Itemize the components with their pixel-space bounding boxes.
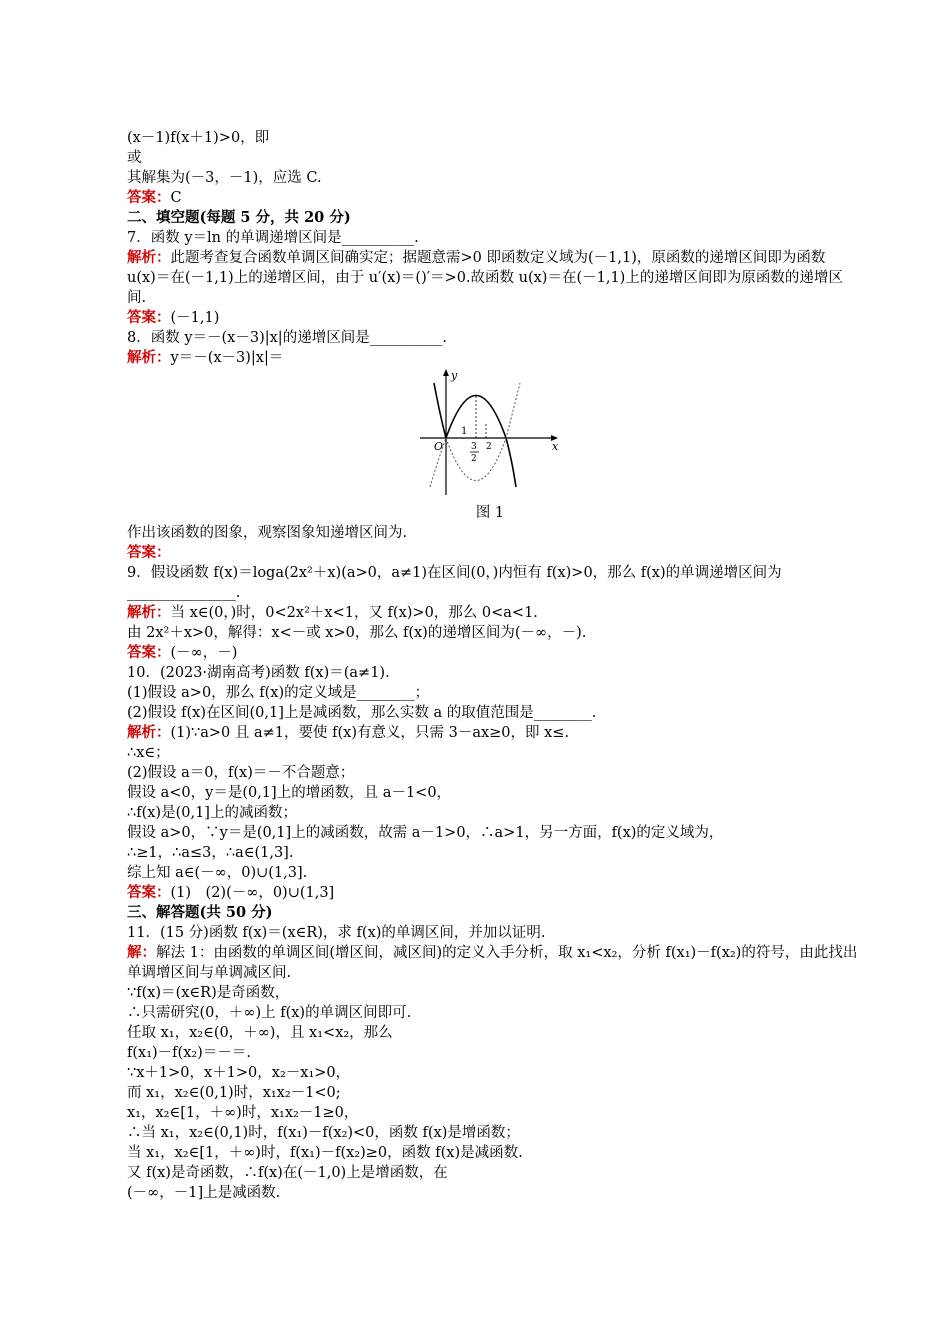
line-text: ∴x∈； bbox=[127, 745, 170, 761]
line-text: ∵x＋1>0，x＋1>0，x₂－x₁>0， bbox=[127, 1065, 351, 1081]
origin-label: O bbox=[434, 440, 444, 453]
text-line bbox=[127, 208, 858, 228]
line-text: (2)假设 f(x)在区间(0,1]上是减函数，那么实数 a 的取值范围是________. bbox=[127, 705, 597, 721]
text-line bbox=[127, 563, 858, 603]
line-text: 8．函数 y＝－(x－3)|x|的递增区间是__________. bbox=[127, 330, 447, 346]
y-axis-arrow-icon bbox=[443, 369, 449, 376]
answer-label: 解析： bbox=[127, 724, 171, 741]
function-graph bbox=[420, 365, 570, 500]
line-text: C bbox=[170, 190, 182, 206]
text-line bbox=[127, 683, 858, 703]
line-text: ∵f(x)＝(x∈R)是奇函数， bbox=[127, 985, 290, 1001]
text-line bbox=[127, 743, 858, 763]
line-text: (－∞，－) bbox=[170, 645, 238, 661]
answer-label: 答案： bbox=[127, 189, 171, 206]
three-label: 3 bbox=[471, 442, 477, 452]
text-line bbox=[127, 1143, 858, 1163]
text-line bbox=[127, 1043, 858, 1063]
y-label: y bbox=[451, 369, 458, 382]
text-line bbox=[127, 523, 858, 543]
text-line bbox=[127, 803, 858, 823]
text-line bbox=[127, 903, 858, 923]
line-text: 又 f(x)是奇函数，∴f(x)在(－1,0)上是增函数，在 bbox=[127, 1165, 448, 1181]
answer-label: 解析： bbox=[127, 604, 171, 621]
text-line bbox=[127, 923, 858, 943]
line-text: 当 x∈(0，)时，0<2x²＋x<1，又 f(x)>0，那么 0<a<1. bbox=[170, 605, 538, 621]
text-line bbox=[127, 1063, 858, 1083]
line-text: x₁，x₂∈[1，＋∞)时，x₁x₂－1≥0， bbox=[127, 1105, 359, 1121]
line-text: 三、解答题(共 50 分) bbox=[127, 904, 273, 921]
x-label: x bbox=[552, 440, 559, 453]
line-text: 综上知 a∈(－∞，0)∪(1,3]. bbox=[127, 865, 308, 881]
line-text: (1)∵a>0 且 a≠1，要使 f(x)有意义，只需 3－ax≥0，即 x≤. bbox=[170, 725, 570, 741]
text-line bbox=[127, 328, 858, 348]
line-text: y＝－(x－3)|x|＝ bbox=[170, 350, 284, 366]
text-line bbox=[127, 643, 858, 663]
text-line bbox=[127, 188, 858, 208]
line-text: 任取 x₁，x₂∈(0，＋∞)，且 x₁<x₂，那么 bbox=[127, 1025, 393, 1041]
text-line bbox=[127, 168, 858, 188]
line-text: 解法 1：由函数的单调区间(增区间，减区间)的定义入手分析，取 x₁<x₂，分析 f(x₁)－f(x₂)的符号，由此找出单调增区间与单调减区间. bbox=[127, 945, 858, 981]
line-text: f(x₁)－f(x₂)＝－＝. bbox=[127, 1045, 251, 1061]
line-text: ∴当 x₁，x₂∈(0,1)时，f(x₁)－f(x₂)<0，函数 f(x)是增函数； bbox=[127, 1125, 520, 1141]
line-text: 其解集为(－3，－1)，应选 C. bbox=[127, 170, 322, 186]
answer-label: 答案： bbox=[127, 644, 171, 661]
answer-label: 答案： bbox=[127, 544, 171, 561]
line-text: (2)假设 a＝0，f(x)＝－不合题意； bbox=[127, 765, 355, 781]
text-line bbox=[127, 148, 858, 168]
text-line bbox=[127, 308, 858, 328]
answer-label: 答案： bbox=[127, 309, 171, 326]
line-text: 由 2x²＋x>0，解得：x<－或 x>0，那么 f(x)的递增区间为(－∞，－). bbox=[127, 625, 587, 641]
text-line bbox=[127, 943, 858, 983]
text-line bbox=[127, 248, 858, 308]
line-text: 二、填空题(每题 5 分，共 20 分) bbox=[127, 209, 351, 226]
text-line bbox=[127, 1123, 858, 1143]
line-text: 作出该函数的图象，观察图象知递增区间为. bbox=[127, 525, 408, 541]
text-line bbox=[127, 1003, 858, 1023]
line-text: (1)假设 a>0，那么 f(x)的定义域是________； bbox=[127, 685, 430, 701]
line-text: (－∞，－1]上是减函数. bbox=[127, 1185, 281, 1201]
text-line bbox=[127, 703, 858, 723]
text-line bbox=[127, 1083, 858, 1103]
line-text: (x－1)f(x＋1)>0，即 bbox=[127, 130, 270, 146]
text-line bbox=[127, 763, 858, 783]
text-line bbox=[127, 663, 858, 683]
text-line bbox=[127, 228, 858, 248]
text-line bbox=[127, 783, 858, 803]
line-text: 9．假设函数 f(x)＝loga(2x²＋x)(a>0，a≠1)在区间(0，)内恒有 f(x)>0，那么 f(x)的单调递增区间为_______________. bbox=[127, 565, 782, 601]
text-line bbox=[127, 128, 858, 148]
line-text: 或 bbox=[127, 150, 142, 166]
line-text: 此题考查复合函数单调区间确实定；据题意需>0 即函数定义域为(－1,1)，原函数的递增区间即为函数 u(x)＝在(－1,1)上的递增区间，由于 u′(x)＝()′＝>0.故函数 u(x)＝在(－1,1)上的递增区间即为原函数的递增区间. bbox=[127, 250, 843, 306]
line-text: (1) (2)(－∞，0)∪(1,3] bbox=[170, 885, 335, 901]
line-text: 11．(15 分)函数 f(x)＝(x∈R)，求 f(x)的单调区间，并加以证明. bbox=[127, 925, 546, 941]
answer-label: 解析： bbox=[127, 349, 171, 366]
text-line bbox=[127, 843, 858, 863]
line-text: 7．函数 y＝ln 的单调递增区间是__________. bbox=[127, 230, 419, 246]
text-line bbox=[127, 623, 858, 643]
answer-label: 解： bbox=[127, 944, 156, 961]
half-den-label: 2 bbox=[471, 454, 477, 464]
text-line bbox=[127, 543, 858, 563]
text-line bbox=[127, 883, 858, 903]
answer-label: 答案： bbox=[127, 884, 171, 901]
line-text: 当 x₁，x₂∈[1，＋∞)时，f(x₁)－f(x₂)≥0，函数 f(x)是减函数. bbox=[127, 1145, 523, 1161]
line-text: ∴只需研究(0，＋∞)上 f(x)的单调区间即可. bbox=[127, 1005, 412, 1021]
text-line bbox=[127, 1023, 858, 1043]
text-line bbox=[127, 983, 858, 1003]
text-line bbox=[127, 1103, 858, 1123]
text-line bbox=[127, 1183, 858, 1203]
text-line bbox=[127, 863, 858, 883]
two-label: 2 bbox=[486, 442, 492, 452]
line-text: (－1,1) bbox=[170, 310, 220, 326]
line-text: 假设 a>0，∵y＝是(0,1]上的减函数，故需 a－1>0，∴a>1，另一方面，f(x)的定义域为， bbox=[127, 825, 724, 841]
one-label: 1 bbox=[461, 426, 468, 437]
line-text: 10．(2023·湖南高考)函数 f(x)＝(a≠1). bbox=[127, 665, 390, 681]
line-text: ∴f(x)是(0,1]上的减函数； bbox=[127, 805, 297, 821]
figure-caption: 图 1 bbox=[475, 505, 505, 521]
line-text: 假设 a<0，y＝是(0,1]上的增函数，且 a－1<0， bbox=[127, 785, 452, 801]
answer-label: 解析： bbox=[127, 249, 171, 266]
text-line bbox=[127, 603, 858, 623]
line-text: 而 x₁，x₂∈(0,1)时，x₁x₂－1<0; bbox=[127, 1085, 341, 1101]
text-line bbox=[127, 823, 858, 843]
line-text: ∴≥1，∴a≤3，∴a∈(1,3]. bbox=[127, 845, 294, 861]
text-line bbox=[127, 723, 858, 743]
text-line bbox=[127, 1163, 858, 1183]
